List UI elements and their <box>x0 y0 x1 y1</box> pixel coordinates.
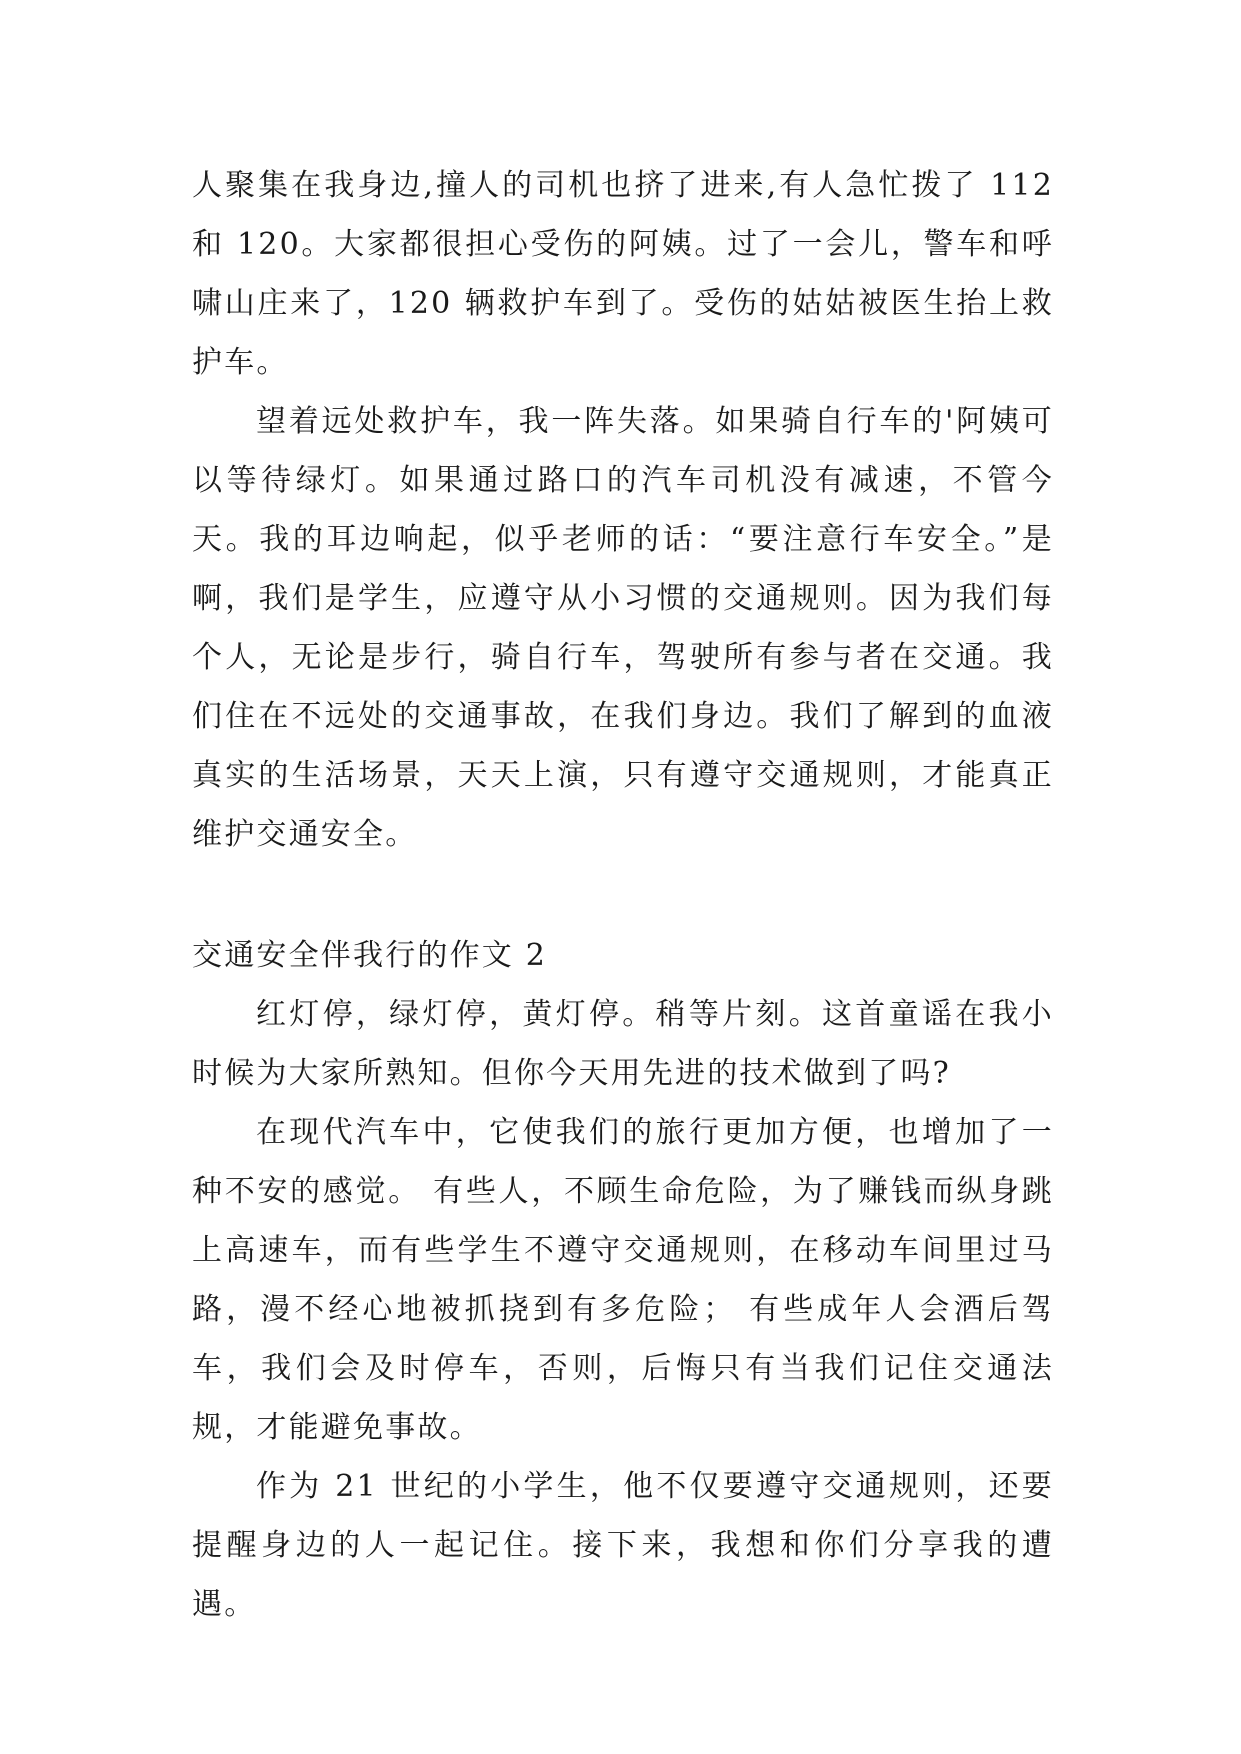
paragraph-nursery-rhyme: 红灯停，绿灯停，黄灯停。稍等片刻。这首童谣在我小时候为大家所熟知。但你今天用先进的技术做到了吗? <box>192 997 1054 1091</box>
paragraph-modern-cars: 在现代汽车中，它使我们的旅行更加方便，也增加了一种不安的感觉。 有些人，不顾生命危险，为了赚钱而纵身跳上高速车，而有些学生不遵守交通规则，在移动车间里过马路，漫不经心地被抓挠到有多危险； 有些成年人会酒后驾车，我们会及时停车，否则，后悔只有当我们记住交通法规，才能避免事故。 <box>192 1115 1054 1445</box>
paragraph-reflection: 望着远处救护车，我一阵失落。如果骑自行车的'阿姨可以等待绿灯。如果通过路口的汽车司机没有减速，不管今天。我的耳边响起，似乎老师的话：“要注意行车安全。”是啊，我们是学生，应遵守从小习惯的交通规则。因为我们每个人，无论是步行，骑自行车，驾驶所有参与者在交通。我们住在不远处的交通事故，在我们身边。我们了解到的血液真实的生活场景，天天上演，只有遵守交通规则，才能真正维护交通安全。 <box>192 404 1054 852</box>
document-page <box>192 156 1054 1634</box>
paragraph-student-duty: 作为 21 世纪的小学生，他不仅要遵守交通规则，还要提醒身边的人一起记住。接下来，我想和你们分享我的遭遇。 <box>192 1469 1054 1622</box>
paragraph-continued: 人聚集在我身边,撞人的司机也挤了进来,有人急忙拨了 112 和 120。大家都很担心受伤的阿姨。过了一会儿，警车和呼啸山庄来了，120 辆救护车到了。受伤的姑姑被医生抬上救护车。 <box>192 168 1054 380</box>
section-title: 交通安全伴我行的作文 2 <box>192 938 548 973</box>
